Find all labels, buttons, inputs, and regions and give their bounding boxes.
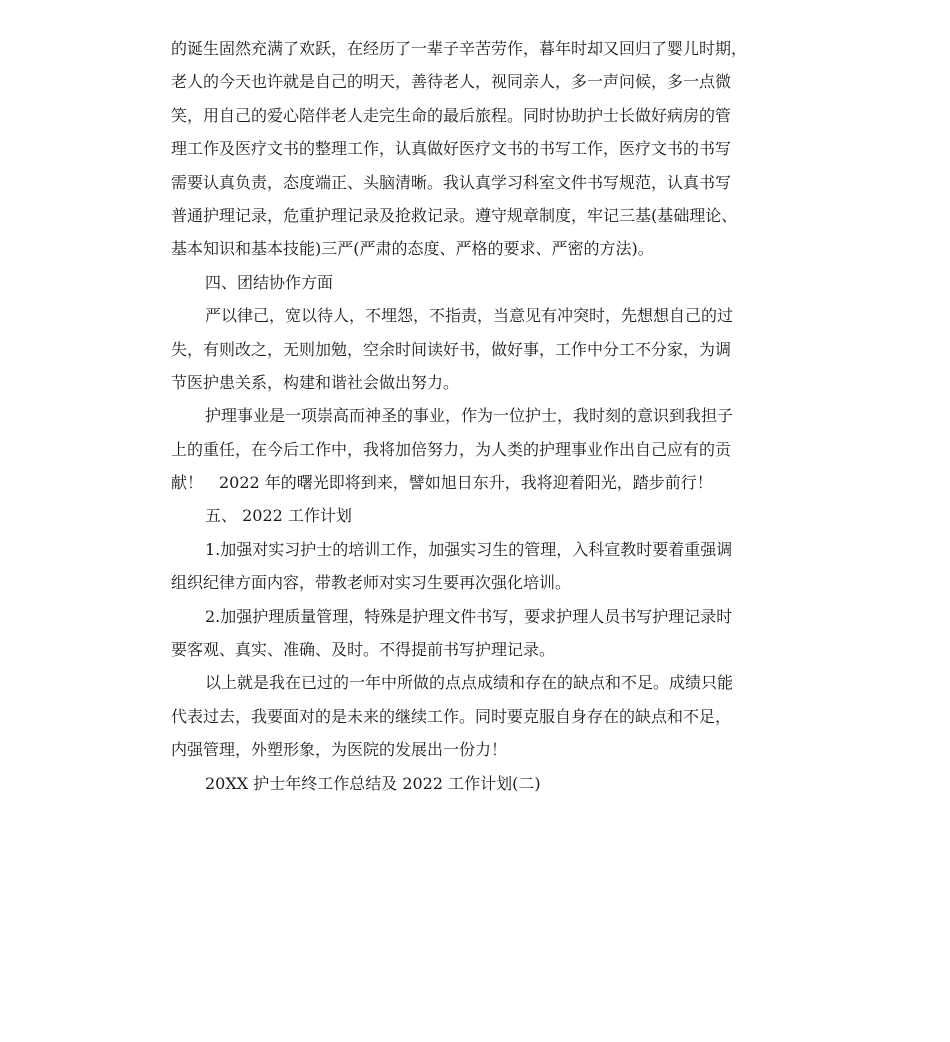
text-line: 老人的今天也许就是自己的明天，善待老人，视同亲人，多一声问候，多一点微	[171, 72, 732, 92]
text-line: 上的重任，在今后工作中，我将加倍努力，为人类的护理事业作出自己应有的贡	[171, 439, 732, 459]
text-line: 要客观、真实、准确、及时。不得提前书写护理记录。	[171, 640, 556, 660]
text-line: 普通护理记录，危重护理记录及抢救记录。遵守规章制度，牢记三基(基础理论、	[171, 205, 738, 225]
text-line: 的诞生固然充满了欢跃，在经历了一辈子辛苦劳作，暮年时却又回归了婴儿时期，	[171, 39, 748, 58]
document-title-heading: 20XX 护士年终工作总结及 2022 工作计划(二)	[205, 773, 541, 793]
text-line: 以上就是我在已过的一年中所做的点点成绩和存在的缺点和不足。成绩只能	[205, 673, 734, 693]
text-line: 内强管理，外塑形象，为医院的发展出一份力！	[171, 740, 508, 760]
text-line: 护理事业是一项崇高而神圣的事业，作为一位护士，我时刻的意识到我担子	[205, 406, 734, 426]
text-line: 1.加强对实习护士的培训工作，加强实习生的管理，入科宣教时要着重强调	[205, 539, 733, 559]
section-heading: 五、 2022 工作计划	[205, 506, 352, 526]
text-line: 基本知识和基本技能)三严(严肃的态度、严格的要求、严密的方法)。	[171, 239, 654, 259]
text-line: 需要认真负责，态度端正、头脑清晰。我认真学习科室文件书写规范，认真书写	[171, 172, 732, 192]
text-line: 代表过去，我要面对的是未来的继续工作。同时要克服自身存在的缺点和不足，	[171, 706, 732, 726]
text-line: 理工作及医疗文书的整理工作，认真做好医疗文书的书写工作，医疗文书的书写	[171, 139, 732, 159]
text-line: 笑，用自己的爱心陪伴老人走完生命的最后旅程。同时协助护士长做好病房的管	[171, 105, 732, 125]
text-line: 节医护患关系，构建和谐社会做出努力。	[171, 372, 460, 392]
text-line: 严以律己，宽以待人，不埋怨，不指责，当意见有冲突时，先想想自己的过	[205, 306, 734, 326]
text-line: 组织纪律方面内容，带教老师对实习生要再次强化培训。	[171, 573, 572, 593]
text-line: 失，有则改之，无则加勉，空余时间读好书，做好事，工作中分工不分家，为调	[171, 339, 732, 359]
text-line: 献！ 2022 年的曙光即将到来，譬如旭日东升，我将迎着阳光，踏步前行！	[171, 473, 713, 493]
text-line: 2.加强护理质量管理，特殊是护理文件书写，要求护理人员书写护理记录时	[205, 606, 733, 626]
document-body	[171, 32, 811, 800]
section-heading: 四、团结协作方面	[205, 272, 334, 292]
